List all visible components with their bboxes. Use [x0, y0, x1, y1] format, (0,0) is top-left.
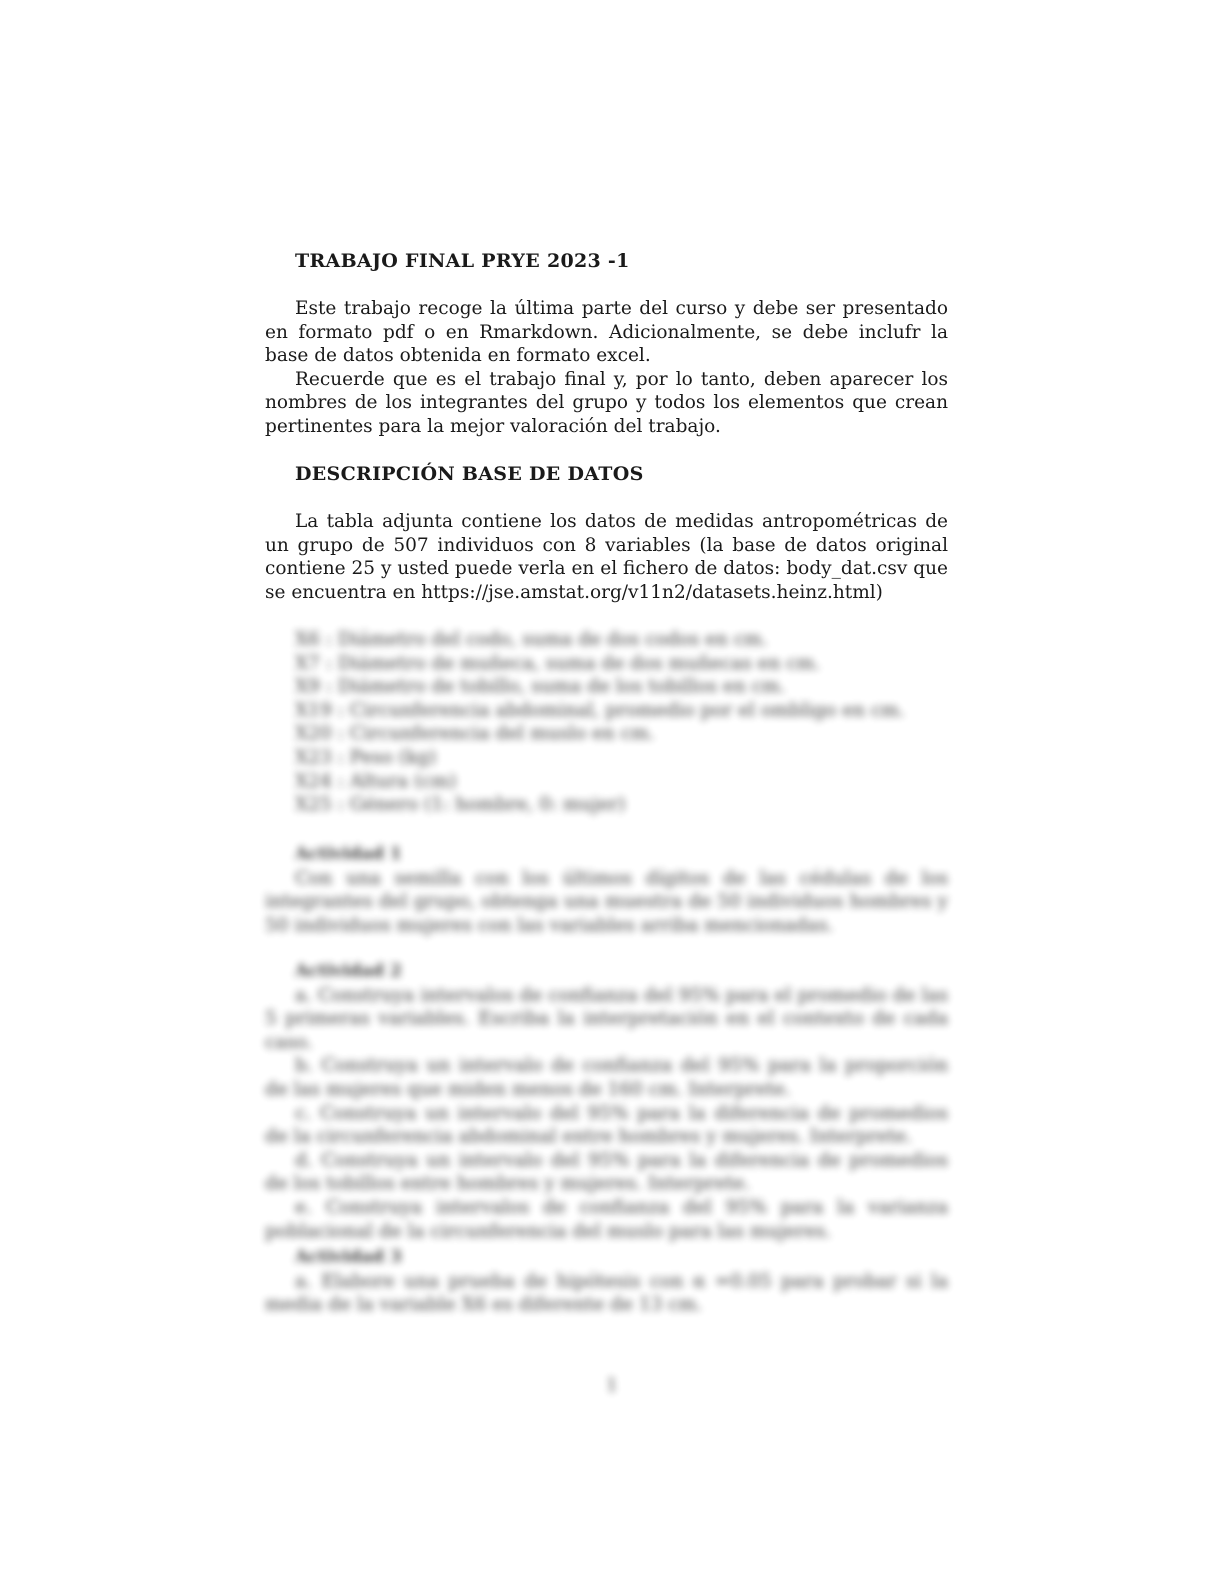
variable-list: [265, 628, 948, 817]
variable-list-section: [265, 628, 948, 817]
activity-title: Actividad 1: [295, 844, 402, 864]
variable-item: X24 : Altura (cm): [295, 770, 457, 792]
variable-item: X25 : Género (1: hombre, 0: mujer): [295, 794, 626, 816]
intro-section: [265, 297, 948, 439]
variable-item: X23 : Peso (kg): [295, 746, 437, 768]
activity-item: a. Construya intervalos de confianza del 95% para el promedio de las 5 primeras variables. Escriba la interpretación en el contexto de cada caso.: [265, 984, 948, 1053]
variable-item: X9 : Diámetro de tobillo, suma de los tobillos en cm.: [295, 676, 786, 698]
activity-3: [265, 1246, 948, 1317]
activity-1: [265, 843, 948, 937]
dataset-description: [265, 510, 948, 604]
activity-item: a. Elabore una prueba de hipótesis con α =0.05 para probar si la media de la variable X6 es diferente de 13 cm.: [265, 1270, 948, 1316]
activity-2: [265, 960, 948, 1243]
section-heading: DESCRIPCIÓN BASE DE DATOS: [295, 463, 644, 485]
dataset-paragraph: La tabla adjunta contiene los datos de medidas antropométricas de un grupo de 507 individuos con 8 variables (la base de datos original contiene 25 y usted puede verla en el fichero de datos: body_dat.csv que se encuentra en https://jse.amstat.org/v11n2/datasets.heinz.html): [265, 511, 948, 603]
variable-item: X6 : Diámetro del codo, suma de dos codos en cm.: [295, 629, 768, 650]
page-title: TRABAJO FINAL PRYE 2023 -1: [295, 250, 630, 272]
activity-item: d. Construya un intervalo del 95% para la diferencia de promedios de los tobillos entre hombres y mujeres. Interprete.: [265, 1149, 948, 1195]
activity-title: Actividad 3: [295, 1247, 402, 1267]
activity-item: Con una semilla con los últimos dígitos de las cédulas de los integrantes del grupo, obtenga una muestra de 50 individuos hombres y 50 individuos mujeres con las variables arriba mencionadas.: [265, 867, 948, 936]
intro-paragraph-1: Este trabajo recoge la última parte del curso y debe ser presentado en formato pdf o en Rmarkdown. Adicionalmente, se debe inclufr la base de datos obtenida en formato excel.: [265, 298, 948, 367]
activity-item: b. Construya un intervalo de confianza del 95% para la proporción de las mujeres que miden menos de 160 cm. Interprete.: [265, 1055, 948, 1100]
page-number: 1: [606, 1375, 618, 1396]
intro-paragraph-2: Recuerde que es el trabajo final y, por lo tanto, deben aparecer los nombres de los integrantes del grupo y todos los elementos que crean pertinentes para la mejor valoración del trabajo.: [265, 368, 948, 437]
variable-item: X7 : Diámetro de muñeca, suma de dos muñecas en cm.: [295, 652, 821, 674]
variable-item: X19 : Circunferencia abdominal, promedio por el ombligo en cm.: [295, 699, 905, 721]
variable-item: X20 : Circunferencia del muslo en cm.: [295, 723, 655, 745]
activity-item: e. Construya intervalos de confianza del 95% para la varianza poblacional de la circunferencia del muslo para las mujeres.: [265, 1196, 948, 1242]
activity-title: Actividad 2: [295, 961, 402, 981]
activity-item: c. Construya un intervalo del 95% para la diferencia de promedios de la circunferencia abdominal entre hombres y mujeres. Interprete.: [265, 1102, 948, 1148]
